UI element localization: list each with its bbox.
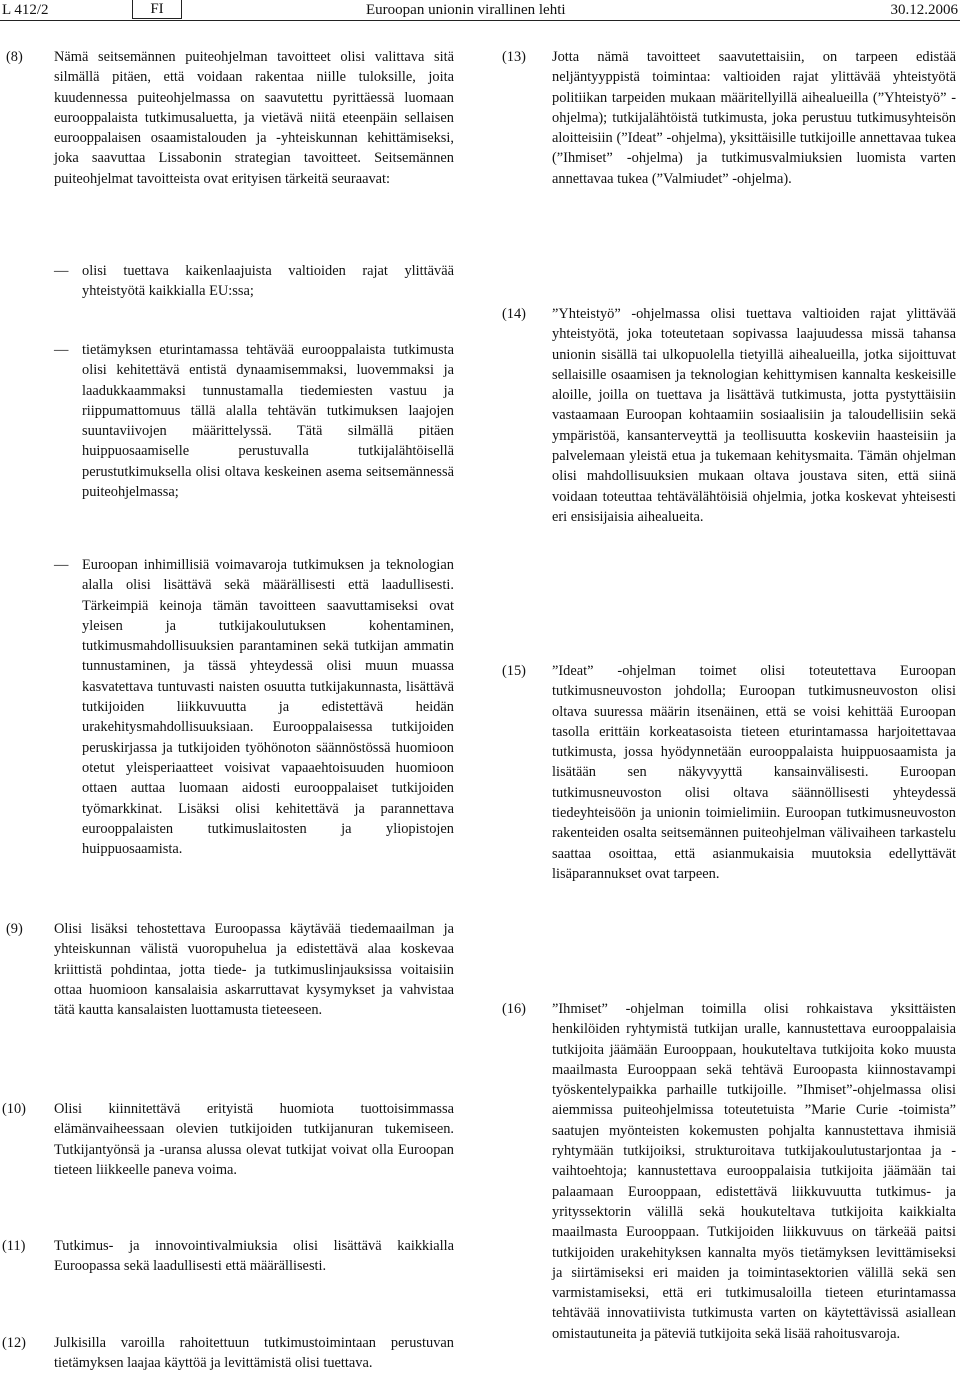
recital-number: (14): [502, 306, 526, 322]
recital-number: (16): [502, 1001, 526, 1017]
recital-15-text: ”Ideat” -ohjelman toimet olisi toteutettava Euroopan tutkimusneuvoston johdolla; Euroopan tutkimusneuvoston olisi oltava suuressa määrin itsenäinen, että se voisi kehittää Euroopan tasolla erittäin korkeatasoista tieteen eturintamassa harjoitettavaa tutkimusta, jossa hyödynnetään eurooppalaista huippuosaamista ja lisätään sen näkyvyyttä kansainvälisesti. Euroopan tutkimusneuvoston olisi oltava säännöllisesti yhteydessä tiedeyhteisöön ja unionin toimielimiin. Euroopan tutkimusneuvoston rakenteiden osalta seitsemännen puiteohjelman välivaiheen tarkastelu saattaa osoittaa, että asianmukaisia muutoksia edellyttävät lisäparannukset ovat tarpeen.: [552, 663, 956, 882]
language-code-box: FI: [132, 0, 182, 19]
recital-number: (13): [502, 49, 526, 65]
recital-number: (9): [6, 921, 23, 937]
journal-title: Euroopan unionin virallinen lehti: [366, 2, 566, 18]
recital-number: (12): [2, 1335, 26, 1351]
dash-marker: —: [54, 557, 69, 573]
dash-marker: —: [54, 263, 69, 279]
indent-3-text: Euroopan inhimillisiä voimavaroja tutkimuksen ja teknologian alalla olisi lisättävä sekä määrällisesti että laadullisesti. Tärkeimpiä keinoja tämän tavoitteen saavuttamiseksi ovat yleisen ja tutkijakoulutuksen kohentaminen, tutkimusmahdollisuuksien parantaminen sekä tutkijan ammatin tunnustaminen, ja tässä yhteydessä olisi muun muassa kasvatettava tuntuvasti naisten osuutta tutkijakunnasta, lisättävä tutkijoiden liikkuvuutta ja edistettävä heidän urakehitysmahdollisuuksiaan. Eurooppalaisessa tutkijoiden peruskirjassa ja tutkijoiden työhönoton säännöstössä huomioon otetut yleisperiaatteet voisivat vapaaehtoisuuden huomioon ottaen auttaa luomaan aidosti eurooppalaiset tutkijoiden työmarkkinat. Lisäksi olisi kehitettävä ja parannettava eurooppalaisten tutkimuslaitosten ja yliopistojen huippuosaamista.: [82, 557, 454, 858]
recital-12-text: Julkisilla varoilla rahoitettuun tutkimustoimintaan perustuvan tietämyksen laajaa käyttöä ja levittämistä olisi tuettava.: [54, 1335, 454, 1372]
recital-16-text: ”Ihmiset” -ohjelman toimilla olisi rohkaistava yksittäisten henkilöiden ryhtymistä tutkijan uralle, kannustettava eurooppalaisia tutkijoita jäämään Eurooppaan, houkuteltava tutkijoita koko muusta maailmasta Eurooppaan sekä tehtävä Euroopasta kiinnostavampi työskentelypaikka parhaille tutkijoille. ”Ihmiset”-ohjelmassa olisi aiemmissa puiteohjelmissa toteutetuista ”Marie Curie -toimista” saatujen myönteisten kokemusten pohjalta kannustettava ihmisiä ryhtymään tutkijoiksi, strukturoitava tutkijakoulutustarjontaa ja -vaihtoehtoja; kannustettava eurooppalaisia tutkijoita jäämään tai palaamaan Eurooppaan, edistettävä liikkuvuutta tutkimus- ja yrityssektorin välillä sekä houkuteltava tutkijoita kaikkialta maailmasta Eurooppaan. Tutkijoiden liikkuvuus on tärkeää paitsi tutkijoiden urakehityksen kannalta myös tietämyksen levittämiseksi ja siirtämiseksi eri maiden ja toimintasektorien välillä sekä sen varmistamiseksi, että eri tutkimusaloilla tieteen eturintamassa tehtävää innovatiivista tutkimusta varten on käytettävissä asiallean omistautuneita ja päteviä tutkijoita sekä lisää rahoitusvaroja.: [552, 1001, 956, 1342]
header-rule: [0, 20, 960, 21]
recital-11-text: Tutkimus- ja innovointivalmiuksia olisi lisättävä kaikkialla Euroopassa sekä laadullisesti että määrällisesti.: [54, 1238, 454, 1275]
recital-10-text: Olisi kiinnitettävä erityistä huomiota tuottoisimmassa elämänvaiheessaan olevien tutkijoiden tutkijanuran tukemiseen. Tutkijantyönsä ja -uransa alussa olevat tutkijat voivat olla Euroopan tieteen liikkeelle paneva voima.: [54, 1101, 454, 1178]
issue-date: 30.12.2006: [890, 2, 958, 18]
recital-number: (11): [2, 1238, 26, 1254]
page-number: L 412/2: [2, 2, 49, 18]
recital-9-text: Olisi lisäksi tehostettava Euroopassa käytävää tiedemaailman ja yhteiskunnan välistä vuoropuhelua ja edistettävä alaa koskevaa kriittistä pohdintaa, jotta tiede- ja tutkimuslinjauksissa voitaisiin ottaa huomioon kansalaisia askarruttavat kysymykset ja vahvistaa tätä kautta kansalaisten luottamusta tieteeseen.: [54, 921, 454, 1019]
recital-13-text: Jotta nämä tavoitteet saavutettaisiin, on tarpeen edistää neljäntyyppistä toimintaa: valtioiden rajat ylittävää yhteistyötä politiikan tarpeiden mukaan määritellyillä aihealueilla (”Yhteistyö” -ohjelma); tutkijalähtöistä tutkimusta, joka perustuu tutkimusyhteisön aloitteisiin (”Ideat” -ohjelma), yksittäisille tutkijoille annettavaa tukea (”Ihmiset” -ohjelma) ja tutkimusvalmiuksien luomista varten annettavaa tukea (”Valmiudet” -ohjelma).: [552, 49, 956, 187]
indent-1-text: olisi tuettava kaikenlaajuista valtioiden rajat ylittävää yhteistyötä kaikkialla EU:ssa;: [82, 263, 454, 300]
page-header: [0, 0, 960, 22]
recital-number: (10): [2, 1101, 26, 1117]
indent-2-text: tietämyksen eturintamassa tehtävää eurooppalaista tutkimusta olisi kehitettävä entistä dynaamisemmaksi, luovemmaksi ja laadukkaammaksi tunnustamalla tiedemiesten vastuu ja riippumattomuus tällä alalla tehtävän tutkimuksen laajojen suuntaviivojen määrittelyssä. Tätä silmällä pitäen huippuosaamiselle perustuvalla tutkijalähtöisellä perustutkimuksella olisi oltava keskeinen asema seitsemännessä puiteohjelmassa;: [82, 342, 454, 501]
recital-8-text: Nämä seitsemännen puiteohjelman tavoitteet olisi valittava sitä silmällä pitäen, että voidaan rakentaa niille tuloksille, joita kuudennessa puiteohjelmassa on saavutettu pyrittäessä luomaan eurooppalaista tutkimusaluetta, ja vietävä niitä eteenpäin sellaisen eurooppalaisen osaamistalouden ja -yhteiskunnan kehittämiseksi, joka saavuttaa Lissabonin strategian tavoitteet. Seitsemännen puiteohjelmat tavoitteista ovat erityisen tärkeitä seuraavat:: [54, 49, 454, 187]
dash-marker: —: [54, 342, 69, 358]
recital-number: (8): [6, 49, 23, 65]
recital-14-text: ”Yhteistyö” -ohjelmassa olisi tuettava valtioiden rajat ylittävää yhteistyötä, joka toteutetaan sopivassa laajuudessa missä tahansa unionin sisällä tai ulkopuolella tietyillä aihealueilla, jotka sijoittuvat sellaisille osaamisen ja teknologian kehittymisen kannalta keskeisille aloille, joilla on tuettava ja lisättävä tutkimusta, jotta pystyttäisiin vastaamaan Euroopan kohtaamiin sosiaalisiin ja taloudellisiin sekä ympäristöä, kansanterveyttä ja teollisuutta koskeviin haasteisiin ja palvelemaan yleistä etua ja tukemaan kehitysmaita. Tämän ohjelman olisi mahdollisuuksien mukaan oltava joustava siten, että siinä voidaan toteuttaa tehtävälähtöisiä ohjelmia, jotka koskevat yhteisesti eri ensisijaisia aihealueita.: [552, 306, 956, 525]
recital-number: (15): [502, 663, 526, 679]
